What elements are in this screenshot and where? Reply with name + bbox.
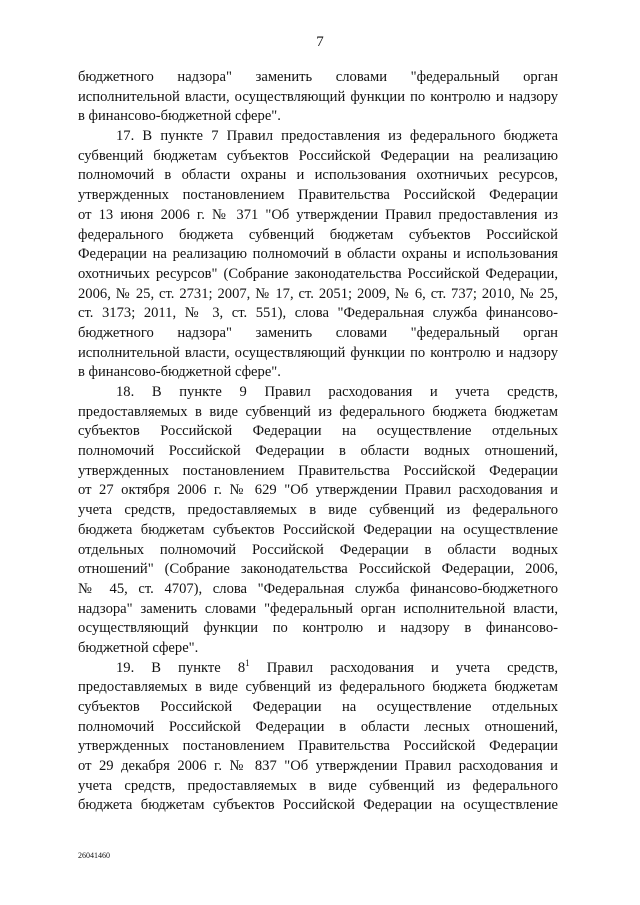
text-line-content: бюджетного надзора" заменить словами "федеральный орган xyxy=(78,324,558,341)
text-line-content: отношений" (Собрание законодательства Российской Федерации, 2006, xyxy=(78,561,558,578)
text-line xyxy=(78,107,558,127)
text-line xyxy=(78,659,558,679)
text-line-content: от 29 декабря 2006 г. № 837 "Об утверждении Правил расходования и xyxy=(78,758,558,775)
text-line xyxy=(78,265,558,285)
text-line-content: 17. В пункте 7 Правил предоставления из федерального бюджета xyxy=(116,128,558,145)
text-line-content: субвенций бюджетам субъектов Российской Федерации на реализацию xyxy=(78,147,558,164)
text-line xyxy=(78,186,558,206)
text-line xyxy=(78,147,558,167)
text-line xyxy=(78,88,558,108)
text-line xyxy=(78,363,558,383)
text-line-continuation: Правил расходования и учета средств, xyxy=(249,659,559,676)
text-line xyxy=(78,600,558,620)
text-line-content: субъектов Российской Федерации на осуществление отдельных xyxy=(78,699,558,715)
text-line-content: учета средств, предоставляемых в виде субвенций из федерального xyxy=(78,777,558,794)
text-line xyxy=(78,777,558,797)
text-line-content: надзора" заменить словами "федеральный орган исполнительной власти, xyxy=(78,600,558,617)
document-code: 26041460 xyxy=(78,851,110,860)
text-line-content: учета средств, предоставляемых в виде субвенций из федерального xyxy=(78,502,558,519)
text-line xyxy=(78,403,558,423)
text-line xyxy=(78,68,558,88)
text-line-content: исполнительной власти, осуществляющий функции по контролю и надзору xyxy=(78,88,558,105)
text-line-content: № 45, ст. 4707), слова "Федеральная служба финансово-бюджетного xyxy=(78,580,558,597)
text-line xyxy=(78,344,558,364)
text-line-content: осуществляющий функции по контролю и надзору в финансово- xyxy=(78,620,558,637)
text-line xyxy=(78,678,558,698)
text-line-content: полномочий в области охраны и использования охотничьих ресурсов, xyxy=(78,167,558,184)
footnote-superscript: 1 xyxy=(245,657,250,668)
text-line xyxy=(78,285,558,305)
text-line-content: исполнительной власти, осуществляющий функции по контролю и надзору xyxy=(78,344,558,361)
text-line-content: субъектов Российской Федерации на осуществление отдельных xyxy=(78,423,558,440)
text-line-content: предоставляемых в виде субвенций из федерального бюджета бюджетам xyxy=(78,403,558,420)
text-line xyxy=(78,442,558,462)
text-line xyxy=(78,206,558,226)
text-line-content: утвержденных постановлением Правительства Российской Федерации xyxy=(78,462,558,479)
text-line-content: от 13 июня 2006 г. № 371 "Об утверждении Правил предоставления из xyxy=(78,206,558,223)
text-line-content: полномочий Российской Федерации в области водных отношений, xyxy=(78,443,558,460)
text-line xyxy=(78,383,558,403)
text-line xyxy=(78,166,558,186)
text-line-content: охотничьих ресурсов" (Собрание законодательства Российской Федерации, xyxy=(78,265,558,282)
text-line-content: бюджетной сфере". xyxy=(78,639,199,656)
text-line xyxy=(78,796,558,816)
text-line xyxy=(78,521,558,541)
document-body-text xyxy=(78,68,558,816)
text-line-content: бюджета бюджетам субъектов Российской Федерации на осуществление xyxy=(78,521,558,538)
text-line xyxy=(78,245,558,265)
text-line-content: бюджетного надзора" заменить словами "федеральный орган xyxy=(78,69,558,85)
text-line xyxy=(78,304,558,324)
text-line-content: 18. В пункте 9 Правил расходования и учета средств, xyxy=(116,384,558,400)
text-line xyxy=(78,422,558,442)
text-line-content: отдельных полномочий Российской Федерации в области водных xyxy=(78,541,558,558)
text-line xyxy=(78,639,558,659)
text-line-content: ст. 3173; 2011, № 3, ст. 551), слова "Федеральная служба финансово- xyxy=(78,305,558,322)
page-number: 7 xyxy=(316,34,324,50)
text-line xyxy=(78,718,558,738)
text-line xyxy=(78,757,558,777)
text-line xyxy=(78,619,558,639)
text-line xyxy=(78,580,558,600)
text-line xyxy=(78,737,558,757)
text-line-content: предоставляемых в виде субвенций из федерального бюджета бюджетам xyxy=(78,679,558,696)
text-line xyxy=(78,127,558,147)
text-line-content: 19. В пункте 8 xyxy=(116,659,246,676)
text-line-content: утвержденных постановлением Правительства Российской Федерации xyxy=(78,738,558,755)
text-line xyxy=(78,501,558,521)
text-line xyxy=(78,560,558,580)
text-line-content: бюджета бюджетам субъектов Российской Федерации на осуществление xyxy=(78,797,558,814)
text-line xyxy=(78,698,558,718)
text-line xyxy=(78,324,558,344)
text-line xyxy=(78,462,558,482)
text-line-content: от 27 октября 2006 г. № 629 "Об утверждении Правил расходования и xyxy=(78,482,558,499)
text-line-content: утвержденных постановлением Правительства Российской Федерации xyxy=(78,187,558,204)
text-line-content: 2006, № 25, ст. 2731; 2007, № 17, ст. 2051; 2009, № 6, ст. 737; 2010, № 25, xyxy=(78,285,558,302)
text-line-content: в финансово-бюджетной сфере". xyxy=(78,108,281,125)
text-line-content: полномочий Российской Федерации в области лесных отношений, xyxy=(78,718,558,735)
text-line-content: федерального бюджета субвенций бюджетам субъектов Российской xyxy=(78,226,558,243)
text-line-content: в финансово-бюджетной сфере". xyxy=(78,364,281,381)
text-line xyxy=(78,481,558,501)
text-line-content: Федерации на реализацию полномочий в области охраны и использования xyxy=(78,246,558,263)
text-line xyxy=(78,541,558,561)
text-line xyxy=(78,226,558,246)
